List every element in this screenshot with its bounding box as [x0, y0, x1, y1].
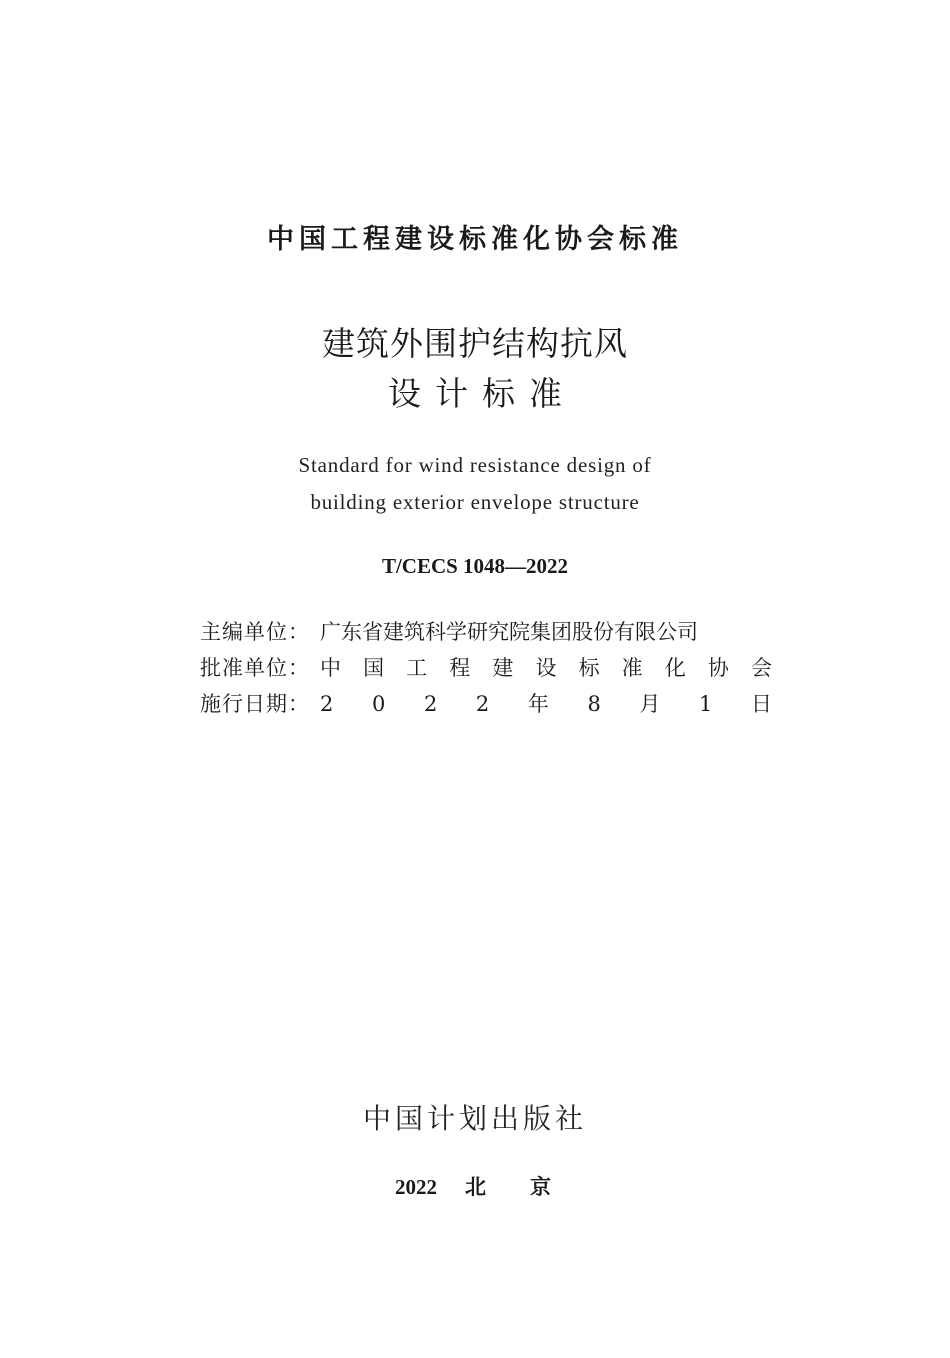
date-char: 月 [639, 692, 661, 716]
approver-char: 准 [621, 656, 643, 680]
approver-char: 会 [750, 656, 772, 680]
approver-char: 工 [406, 656, 428, 680]
approver-char: 中 [320, 656, 341, 680]
date-char: 8 [587, 692, 601, 716]
approver-char: 国 [363, 656, 385, 680]
approver-label: 批准单位： [200, 656, 310, 680]
date-char: 年 [527, 692, 549, 716]
title-cn-line2: 设计标准 [388, 374, 576, 413]
imprint-city [465, 1172, 551, 1202]
editor-value: 广东省建筑科学研究院集团股份有限公司 [320, 620, 698, 644]
approver-char: 协 [707, 656, 729, 680]
standard-code: T/CECS 1048—2022 [381, 554, 569, 578]
date-char: 2 [475, 692, 490, 716]
approver-value [320, 652, 772, 684]
approver-char: 建 [492, 656, 514, 680]
publisher-name: 中国计划出版社 [362, 1102, 587, 1135]
series-title: 中国工程建设标准化协会标准 [267, 224, 683, 255]
date-char: 0 [371, 692, 386, 716]
date-char: 2 [320, 692, 334, 716]
date-char: 1 [699, 692, 713, 716]
title-en-line1: Standard for wind resistance design of [298, 453, 652, 477]
city-char: 北 [465, 1175, 486, 1199]
approver-char: 化 [664, 656, 686, 680]
editor-row [200, 616, 772, 648]
date-row [200, 688, 772, 720]
title-cn-line1: 建筑外围护结构抗风 [322, 324, 628, 363]
date-char: 2 [423, 692, 438, 716]
date-value [320, 688, 772, 720]
approver-char: 设 [535, 656, 557, 680]
imprint [395, 1172, 595, 1202]
date-char: 日 [751, 692, 772, 716]
imprint-year: 2022 [395, 1175, 437, 1199]
approver-char: 标 [578, 656, 600, 680]
editor-label: 主编单位： [200, 620, 310, 644]
title-en-line2: building exterior envelope structure [310, 490, 640, 514]
approver-char: 程 [449, 656, 471, 680]
date-label: 施行日期： [200, 692, 310, 716]
city-char: 京 [530, 1175, 551, 1199]
approver-row [200, 652, 772, 684]
